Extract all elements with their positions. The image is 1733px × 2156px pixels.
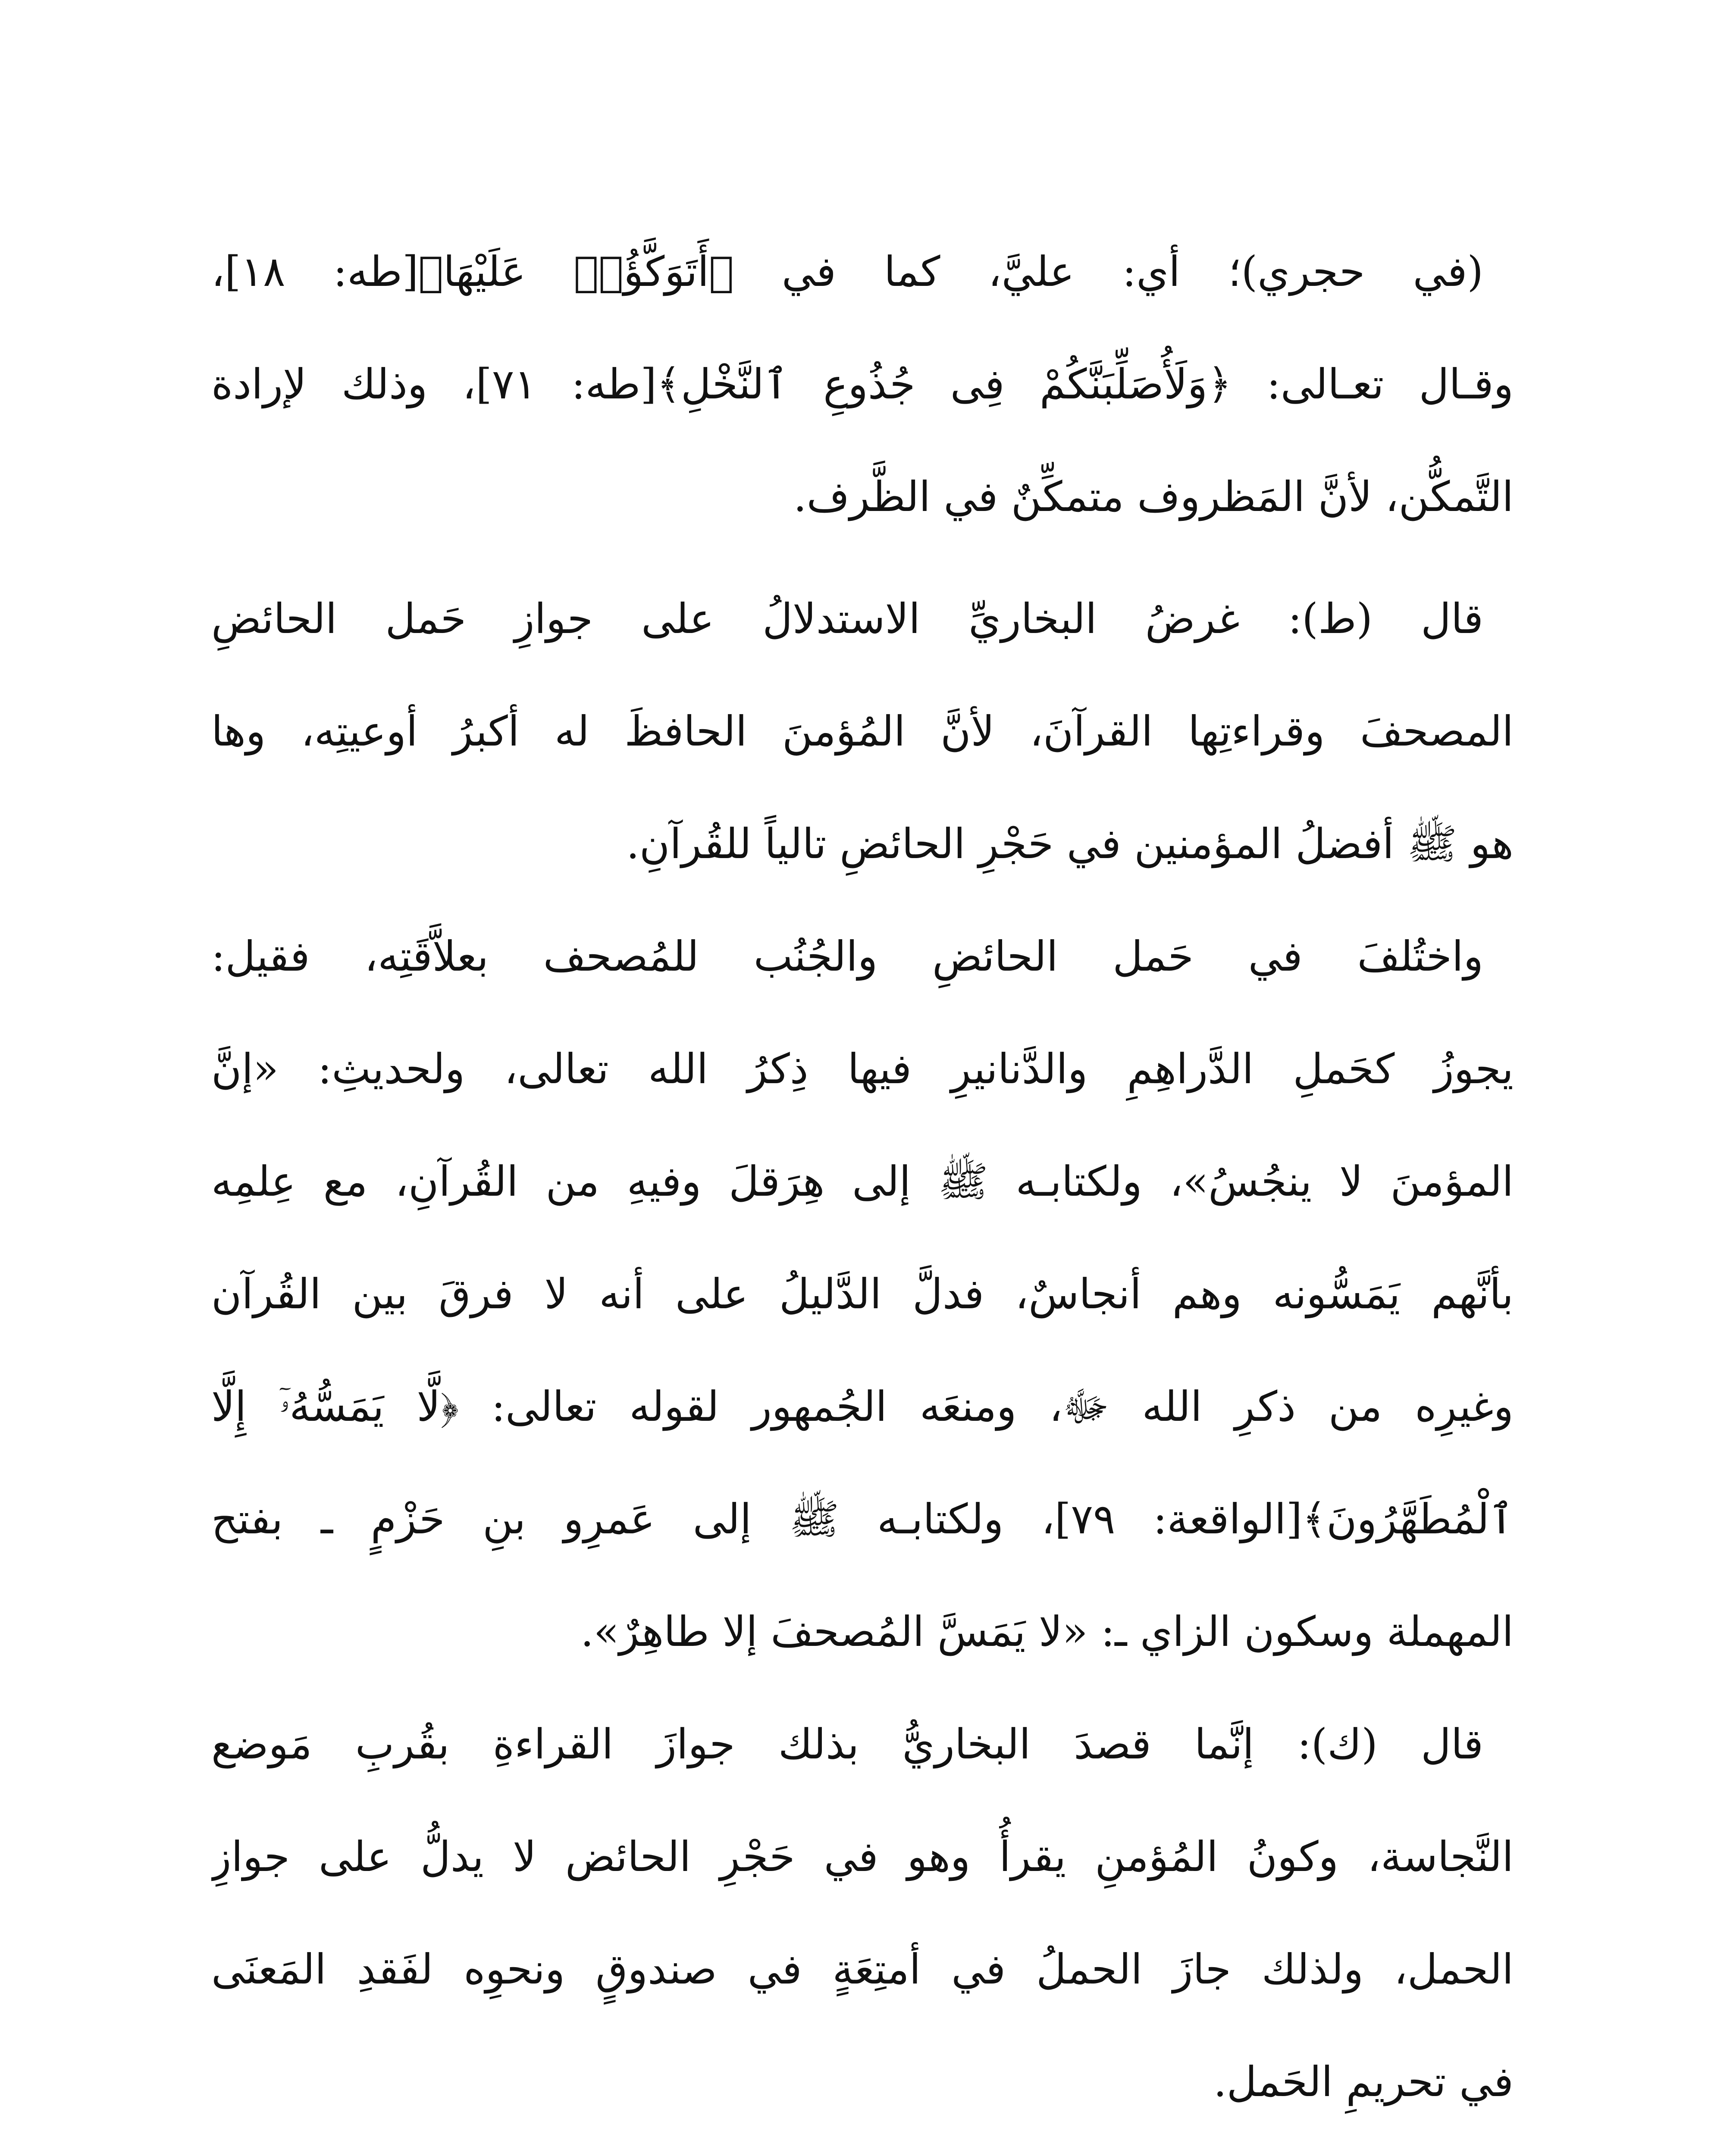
text-line: قال (ط): غرضُ البخاريِّ الاستدلالُ على جوازِ حَمل الحائضِ <box>211 595 1483 643</box>
text-line: واختُلفَ في حَمل الحائضِ والجُنُب للمُصحف بعلاَّقَتِه، فقيل: <box>211 932 1483 981</box>
text-line: وقـال تعـالى: ﴿وَلَأُصَلِّبَنَّكُمْ فِى جُذُوعِ ٱلنَّخْلِ﴾[طه: ٧١]، وذلك لإرادة <box>211 360 1514 408</box>
text-line: النَّجاسة، وكونُ المُؤمنِ يقرأُ وهو في حَجْرِ الحائض لا يدلُّ على جوازِ <box>211 1833 1514 1881</box>
text-line: قال (ك): إنَّما قصدَ البخاريُّ بذلك جوازَ القراءةِ بقُربِ مَوضع <box>211 1720 1483 1768</box>
text-line: المهملة وسكون الزاي ـ: «لا يَمَسَّ المُصحفَ إلا طاهِرٌ». <box>580 1608 1514 1656</box>
paragraph-5 <box>211 2148 1514 2156</box>
text-line: هو ﷺ أفضلُ المؤمنين في حَجْرِ الحائضِ تالياً للقُرآنِ. <box>626 820 1514 868</box>
paragraph-4 <box>211 1688 1514 2138</box>
text-line: يجوزُ كحَملِ الدَّراهِمِ والدَّنانيرِ فيها ذِكرُ الله تعالى، ولحديثِ: «إنَّ <box>211 1045 1514 1093</box>
text-line: المصحفَ وقراءتِها القرآنَ، لأنَّ المُؤمنَ الحافظَ له أكبرُ أوعيتِه، وها <box>211 707 1514 755</box>
text-line: الحمل، ولذلك جازَ الحملُ في أمتِعَةٍ في صندوقٍ ونحوِه لفَقدِ المَعنَى <box>211 1945 1514 1993</box>
text-line <box>211 2148 1514 2156</box>
text-line: ٱلْمُطَهَّرُونَ﴾[الواقعة: ٧٩]، ولكتابـه ﷺ إلى عَمرِو بنِ حَزْمٍ ـ بفتح <box>211 1495 1514 1543</box>
text-line: (في حجري)؛ أي: عليَّ، كما في ﴿أَتَوَكَّؤُا۟ عَلَيْهَا﴾[طه: ١٨]، <box>211 248 1483 296</box>
paragraph-3 <box>211 900 1514 1688</box>
text-line: بأنَّهم يَمَسُّونه وهم أنجاسٌ، فدلَّ الدَّليلُ على أنه لا فرقَ بين القُرآن <box>211 1270 1514 1318</box>
page-body <box>211 216 1514 2156</box>
text-line: في تحريمِ الحَمل. <box>1213 2058 1514 2106</box>
text-line: التَّمكُّن، لأنَّ المَظروف متمكِّنٌ في الظَّرف. <box>793 473 1514 521</box>
paragraph-2 <box>211 563 1514 900</box>
text-line: المؤمنَ لا ينجُسُ»، ولكتابـه ﷺ إلى هِرَقلَ وفيهِ من القُرآنِ، مع عِلمِه <box>211 1157 1514 1206</box>
text-line: وغيرِه من ذكرِ الله ﷻ، ومنعَه الجُمهور لقوله تعالى: ﴿لَّا يَمَسُّهُۥٓ إِلَّا <box>211 1382 1514 1431</box>
paragraph-1 <box>211 216 1514 553</box>
